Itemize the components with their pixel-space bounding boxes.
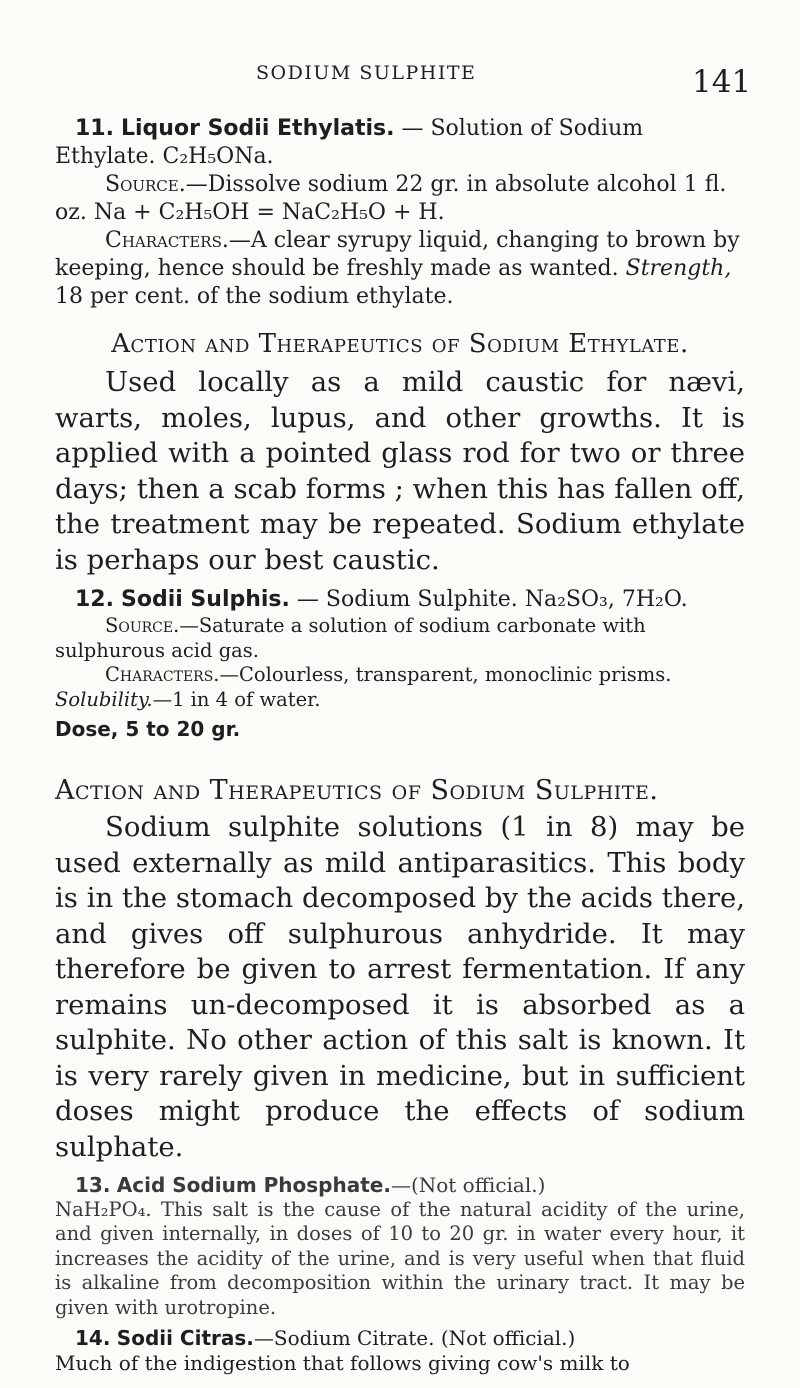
entry-12-solubility [55, 688, 745, 713]
entry-14-body: Much of the indigestion that follows giving cow's milk to [55, 1350, 630, 1375]
page-number: 141 [692, 64, 752, 100]
entry-12-source-text: —Saturate a solution of sodium carbonate with sulphurous acid gas. [55, 614, 646, 662]
section-body-sulphite: Sodium sulphite solutions (1 in 8) may be used externally as mild antiparasitics. This body is in the stomach decomposed by the acids there, and gives off sulphurous anhydride. It may therefore be given to arrest fermentation. If any remains un-decomposed it is absorbed as a sulphite. No other action of this salt is known. It is very rarely given in medicine, but in sufficient doses might produce the effects of sodium sulphate. [55, 811, 745, 1163]
entry-11-source [55, 171, 745, 227]
entry-12-characters [55, 663, 745, 688]
entry-12-dose: Dose, 5 to 20 gr. [55, 717, 241, 741]
entry-13-title: Acid Sodium Phosphate. [116, 1173, 391, 1197]
entry-11-characters-text: —A clear syrupy liquid, changing to brown by keeping, hence should be freshly made as wanted. [55, 228, 740, 281]
entry-14-title: Sodii Citras. [116, 1326, 254, 1350]
entry-13-number: 13. [75, 1173, 111, 1197]
entry-11-characters [55, 227, 745, 311]
section-heading-sulphite: Action and Therapeutics of Sodium Sulphite. [55, 775, 659, 806]
section-body-ethylate: Used locally as a mild caustic for nævi, warts, moles, lupus, and other growths. It is applied with a pointed glass rod for two or three days; then a scab forms ; when this has fallen off, the treatment may be repeated. Sodium ethylate is perhaps our best caustic. [55, 366, 745, 576]
entry-12-heading [55, 586, 745, 614]
entry-12-characters-label: Characters. [105, 663, 220, 686]
entry-14-intro: —Sodium Citrate. (Not official.) [253, 1326, 576, 1350]
entry-12-solubility-label: Solubility. [55, 687, 153, 711]
entry-12-title: Sodii Sulphis. [120, 587, 290, 612]
entry-11-strength-text: 18 per cent. of the sodium ethylate. [55, 284, 454, 309]
entry-11-intro: — Solution of Sodium Ethylate. C₂H₅ONa. [55, 116, 644, 169]
running-head: SODIUM SULPHITE [256, 62, 477, 84]
entry-13-intro: —(Not official.) [390, 1173, 546, 1197]
entry-12-number: 12. [75, 587, 114, 612]
entry-14-number: 14. [75, 1326, 111, 1350]
entry-12-characters-text: —Colourless, transparent, monoclinic prisms. [219, 663, 672, 686]
entry-11-heading [55, 115, 745, 171]
entry-13-heading [55, 1173, 745, 1198]
entry-12-source-label: Source. [105, 614, 180, 637]
entry-12-solubility-text: —1 in 4 of water. [152, 687, 321, 711]
entry-11-source-text: —Dissolve sodium 22 gr. in absolute alcohol 1 fl. oz. Na + C₂H₅OH = NaC₂H₅O + H. [55, 172, 727, 225]
entry-13-body: NaH₂PO₄. This salt is the cause of the natural acidity of the urine, and given internally, in doses of 10 to 20 gr. in water every hour, it increases the acidity of the urine, and is very useful when that fluid is alkaline from decomposition within the urinary tract. It may be given with urotropine. [55, 1197, 745, 1319]
page-content [55, 115, 745, 1375]
entry-12-intro: — Sodium Sulphite. Na₂SO₃, 7H₂O. [289, 587, 688, 612]
entry-12-source [55, 614, 745, 663]
entry-14-heading [55, 1326, 745, 1351]
entry-11-strength-label: Strength, [625, 256, 732, 281]
entry-11-characters-label: Characters. [105, 228, 229, 253]
section-heading-ethylate: Action and Therapeutics of Sodium Ethylate. [111, 329, 689, 359]
entry-11-source-label: Source. [105, 172, 186, 197]
entry-11-title: Liquor Sodii Ethylatis. [120, 116, 395, 141]
entry-11-number: 11. [75, 116, 114, 141]
